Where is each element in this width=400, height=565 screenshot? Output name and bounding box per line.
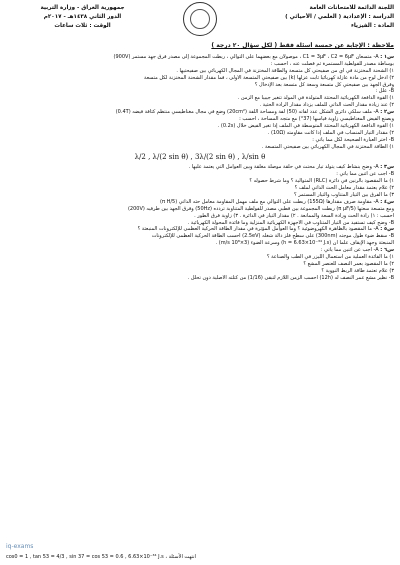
question-line xyxy=(6,220,394,227)
question-text: ١) الشحنة المختزنة في أي من صفيحتي كل متسعة والطاقة المختزنة في المجال الكهربائي بين صفيحتيها . xyxy=(176,67,394,74)
question-text: احسب : ١) رادة الحث ورادة السعة والممانعة . ٢) مقدار التيار في الدائرة . ٣) زاوية فرق الطور . xyxy=(194,212,394,219)
question-line xyxy=(6,233,394,240)
question-line xyxy=(6,54,394,61)
question-text: ٢) مقدار التيار المنساب في الملف إذا كانت مقاومته (10Ω) . xyxy=(267,129,394,136)
question-text: A- أجب عن اثنين مما يأتي : xyxy=(320,247,379,254)
question-block xyxy=(6,109,394,150)
question-text: A- متسعان C1 = 3µF ، C2 = 6µF ، موصولان مع بعضهما على التوالي ، ربطت المجموعة إلى مصدر فرق جهد مستمر (900V) xyxy=(113,54,379,60)
question-line xyxy=(6,88,394,95)
ministry-seal-icon xyxy=(183,2,217,36)
question-text: ١) القوة الدافعة الكهربائية المحتثة المتوسطة في الملف إذا تغير الفيض خلال (0.2s) . xyxy=(217,122,394,129)
question-line xyxy=(6,68,394,75)
question-line xyxy=(6,213,394,220)
exam-note: ملاحظة : الإجابة عن خمسة أسئلة فقط ( لكل سؤال ٢٠ درجة ) xyxy=(211,42,394,49)
question-number: س١ : xyxy=(380,54,394,60)
question-text: ١) ما الفائدة العملية من استعمال الليزر في الطب والصناعة ؟ xyxy=(266,254,394,261)
header-line: المادة : الفيزياء xyxy=(350,23,394,29)
question-text: A- ملف سلكي دائري الشكل عدد لفاته (50) لفة ومساحة اللفة (20cm²) وضع في مجال مغناطيسي منتظم كثافة فيضه (0.4T) xyxy=(115,109,379,116)
question-number: س٥ : xyxy=(380,226,394,233)
question-text: ومع متسعة سعتها (5/π µF) ربطت المجموعة بين قطبي مصدر للفولطية المتناوبة تردده (50Hz) وفرق الجهد بين طرفيه (200V) xyxy=(127,205,394,212)
question-line xyxy=(6,185,394,192)
question-line xyxy=(6,109,394,116)
question-text: B- وضح كيف تستفيد من التيار المتناوب في الأجهزة الكهربائية المنزلية وما فائدة المحولة الكهربائية . xyxy=(187,219,394,226)
question-text: A- وضح بنشاط كيف يتولد تيار محتث في حلقة موصلة مغلقة وبين العوامل التي يعتمد عليها . xyxy=(188,164,379,171)
question-text: بوساطة مصدر للفولطية المستمرة ثم فصلت عنه ، احسب : xyxy=(270,60,394,67)
question-text: B- اختر العبارة الصحيحة لكل مما يأتي : xyxy=(312,136,394,143)
question-text: ٣) علام تعتمد طاقة الربط النووية ؟ xyxy=(321,267,394,274)
question-block xyxy=(6,199,394,227)
question-line xyxy=(6,275,394,282)
question-text: ٢) علام يعتمد مقدار معامل الحث الذاتي لملف ؟ xyxy=(294,185,394,192)
header-line: الوقت : ثلاث ساعات xyxy=(54,23,111,29)
question-number: س٣ : xyxy=(380,164,394,171)
question-text: ١) الطاقة المختزنة في المجال الكهربائي بين صفيحتي المتسعة . xyxy=(261,143,394,150)
question-line xyxy=(6,268,394,275)
question-line xyxy=(6,116,394,123)
question-line xyxy=(6,199,394,206)
question-text: ويصنع الفيض المغناطيسي زاوية قياسها (37°) مع متجه المساحة ، احسب : xyxy=(239,116,394,123)
question-text: B- أجب عن اثنين مما يأتي : xyxy=(336,171,394,178)
question-text: ٢) ما المقصود بعمر النصف للعنصر المشع ؟ xyxy=(303,260,394,267)
question-text: A- مقاومة صرف مقدارها (155Ω) ربطت على التوالي مع ملف مهمل المقاومة معامل حثه الذاتي (5/π H) xyxy=(160,198,379,205)
question-text: ٢) عند زيادة مقدار الحث الذاتي للملف يزداد مقدار الرادة الحثية . xyxy=(259,102,394,109)
question-line xyxy=(6,82,394,89)
question-line xyxy=(6,226,394,233)
header-line: جمهورية العراق - وزارة التربية xyxy=(40,5,125,11)
question-text: ٢) أدخل لوح من مادة عازلة كهربائياً ثابت عزلها (k) بين صفيحتي المتسعة الأولى ، فما مقدار الشحنة المختزنة لكل متسعة xyxy=(144,74,394,81)
question-text: B- نظير مشع عمر النصف له (12h) احسب الزمن اللازم لتبقى (1/16) من كتلته الأصلية دون تحلل . xyxy=(187,274,394,281)
question-text: ١) القوة الدافعة الكهربائية المحتثة المتولدة في المولد تتغير جيبياً مع الزمن . xyxy=(237,95,394,102)
question-line xyxy=(6,75,394,82)
question-line xyxy=(6,123,394,130)
question-line xyxy=(6,206,394,213)
question-line xyxy=(6,102,394,109)
question-text: A- ما المقصود بالظاهرة الكهروضوئية ؟ وما العوامل المؤثرة في مقدار الطاقة الحركية العظمى للإلكترونات المنبعثة ؟ xyxy=(137,226,379,233)
question-line xyxy=(6,261,394,268)
question-text: المنبعثة وجهد الإيقاف علماً أن (h = 6.63×10⁻³⁴ J.s) وسرعة الضوء (3×10⁸ m/s) . xyxy=(215,240,394,247)
question-line xyxy=(6,61,394,68)
question-line xyxy=(6,240,394,247)
question-line xyxy=(6,130,394,137)
header-line: اللجنة الدائمة للامتحانات العامة xyxy=(309,5,394,11)
question-text: B- علل : xyxy=(375,88,394,95)
watermark-logo: iq-exams xyxy=(6,543,34,550)
question-number: س٦ : xyxy=(380,247,394,254)
question-line xyxy=(6,254,394,261)
question-block xyxy=(6,54,394,109)
question-line xyxy=(6,137,394,144)
question-line xyxy=(6,192,394,199)
answer-options-formula: λ/2 , λ/(2 sin θ) , 3λ/(2 sin θ) , λ/sin θ xyxy=(134,153,266,162)
header-right xyxy=(249,4,394,31)
question-text: ٣) ما الفرق بين التيار المتناوب والتيار المستمر ؟ xyxy=(293,192,394,199)
question-text: B- سقط ضوء طول موجته (300nm) على سطح فلز دالة شغله (2.5eV) احسب الطاقة الحركية العظمى للإلكترونات xyxy=(151,233,394,240)
header-line: الدراسة : الإعدادية ( العلمي / الأحيائي ) xyxy=(285,14,394,20)
questions-body xyxy=(6,54,394,549)
question-number: س٢ : xyxy=(380,109,394,116)
question-block xyxy=(6,247,394,281)
question-line xyxy=(6,171,394,178)
header-left xyxy=(10,4,155,31)
header-line: الدور الثاني ١٤٣٨هـ - ٢٠١٧م xyxy=(43,14,122,20)
question-text: وفرق الجهد بين صفيحتي كل متسعة وسعة كل متسعة بعد الإدخال ؟ xyxy=(254,81,394,88)
question-block xyxy=(6,150,394,164)
question-line xyxy=(6,95,394,102)
question-line xyxy=(6,247,394,254)
question-text: ١) ما المقصود بالرنين في دائرة (RLC) المتوالية ؟ وما شرط حصوله ؟ xyxy=(249,178,394,185)
question-line xyxy=(6,144,394,151)
question-block xyxy=(6,226,394,247)
question-line xyxy=(6,164,394,171)
constants-footer: cos0 = 1 , tan 53 = 4/3 , sin 37 = cos 53 = 0.6 , 6.63×10⁻³⁴ J.s ، انتهت الأسئلة xyxy=(6,554,196,560)
question-block xyxy=(6,164,394,198)
question-line xyxy=(6,178,394,185)
question-number: س٤ : xyxy=(380,198,394,205)
